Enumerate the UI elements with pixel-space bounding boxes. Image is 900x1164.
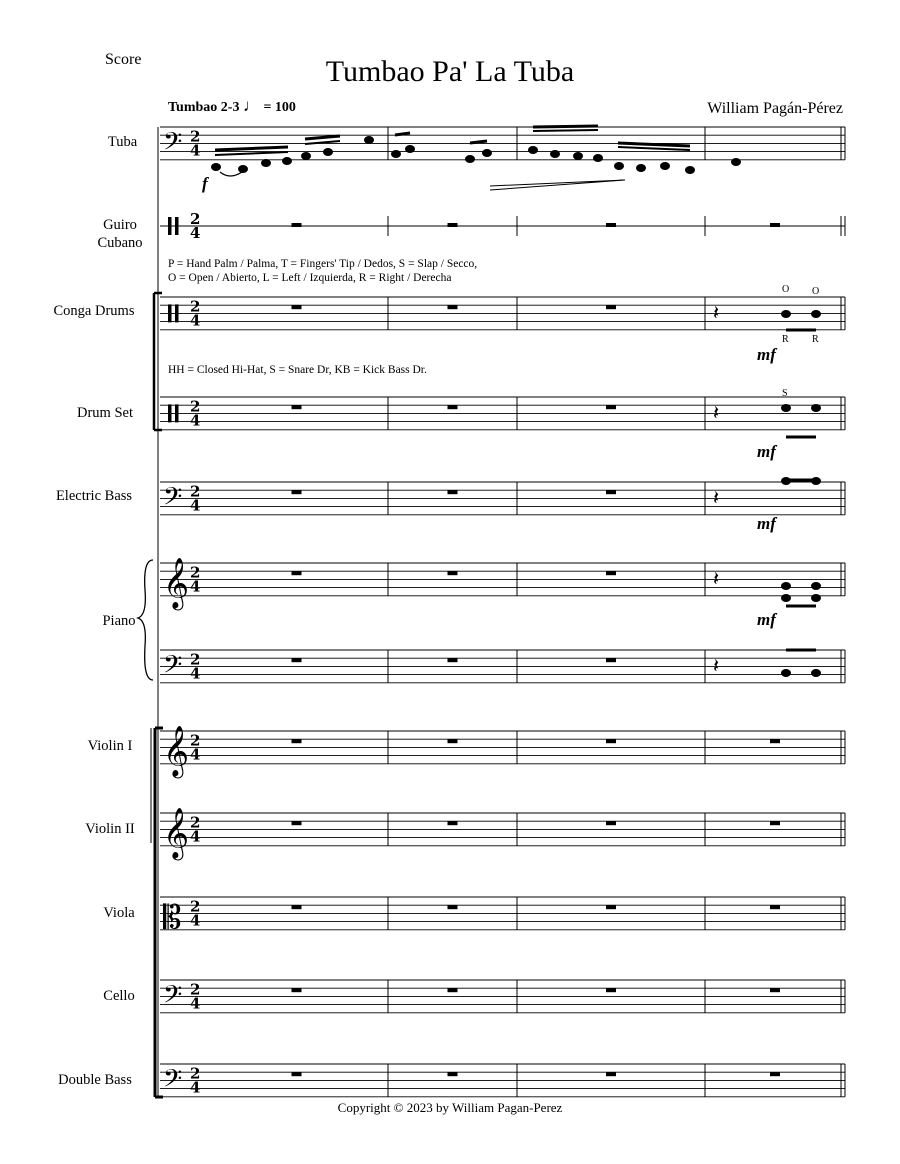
viola-alto-clef-icon: 𝄡 <box>163 897 182 937</box>
instrument-label-double-bass: Double Bass <box>58 1072 132 1088</box>
measure5-notes <box>782 311 821 677</box>
cello-bass-clef-icon: 𝄢 <box>163 980 183 1016</box>
drumset-legend: HH = Closed Hi-Hat, S = Snare Dr, KB = Kick Bass Dr. <box>168 364 427 376</box>
piano-bass-whole-rest-icon <box>448 658 458 662</box>
cello-whole-rest-icon <box>292 988 302 992</box>
drumset-snare-marking: S <box>782 388 788 399</box>
instrument-label-cello: Cello <box>103 988 135 1004</box>
conga-percussion-clef-icon <box>168 304 172 322</box>
conga-dynamic-marking: mf <box>757 345 776 364</box>
conga-whole-rest-icon <box>606 305 616 309</box>
piano-treble-treble-clef-icon: 𝄞 <box>163 557 190 609</box>
conga-quarter-rest-icon: 𝄽 <box>713 300 720 325</box>
conga-right-marking: R <box>782 334 789 345</box>
viola-whole-rest-icon <box>448 905 458 909</box>
ebass-quarter-rest-icon: 𝄽 <box>713 485 720 510</box>
piano-bass-time-sig-bottom: 4 <box>190 664 201 683</box>
tuba-bass-clef-icon: 𝄢 <box>163 127 183 163</box>
viola-time-sig-top: 2 <box>190 897 201 916</box>
guiro-percussion-clef-icon <box>175 217 179 235</box>
dbass-whole-rest-icon <box>292 1072 302 1076</box>
ebass-dynamic-marking: mf <box>757 514 776 533</box>
cello-time-sig-top: 2 <box>190 980 201 999</box>
violin2-time-sig-bottom: 4 <box>190 827 201 846</box>
conga-time-sig-bottom: 4 <box>190 311 201 330</box>
instrument-label-conga: Conga Drums <box>53 303 135 319</box>
violin2-whole-rest-icon <box>448 821 458 825</box>
dbass-time-sig-bottom: 4 <box>190 1078 201 1097</box>
viola-whole-rest-icon <box>770 905 780 909</box>
conga-legend-line2: O = Open / Abierto, L = Left / Izquierda, R = Right / Derecha <box>168 272 452 284</box>
guiro-whole-rest-icon <box>606 223 616 227</box>
piano-brace <box>138 560 153 680</box>
ebass-whole-rest-icon <box>292 490 302 494</box>
ebass-time-sig-bottom: 4 <box>190 496 201 515</box>
piano-bass-quarter-rest-icon: 𝄽 <box>713 653 720 678</box>
conga-open-marking: O <box>812 286 820 297</box>
score-label: Score <box>105 51 142 68</box>
violin1-whole-rest-icon <box>292 739 302 743</box>
piano-bass-whole-rest-icon <box>292 658 302 662</box>
cello-whole-rest-icon <box>448 988 458 992</box>
staves <box>138 127 845 1099</box>
tuba-dynamic-marking: f <box>202 174 208 193</box>
conga-open-marking: O <box>782 284 790 295</box>
piano-dynamic-marking: mf <box>757 610 776 629</box>
piano-treble-quarter-rest-icon: 𝄽 <box>713 566 720 591</box>
dbass-whole-rest-icon <box>770 1072 780 1076</box>
guiro-whole-rest-icon <box>770 223 780 227</box>
page-title: Tumbao Pa' La Tuba <box>325 55 575 88</box>
dbass-time-sig-top: 2 <box>190 1064 201 1083</box>
instrument-label-piano: Piano <box>102 613 136 629</box>
drumset-whole-rest-icon <box>448 405 458 409</box>
violin2-whole-rest-icon <box>770 821 780 825</box>
tempo-value: = 100 <box>263 100 296 115</box>
drumset-quarter-rest-icon: 𝄽 <box>713 400 720 425</box>
piano-treble-time-sig-bottom: 4 <box>190 577 201 596</box>
piano-bass-bass-clef-icon: 𝄢 <box>163 650 183 686</box>
cello-whole-rest-icon <box>770 988 780 992</box>
viola-time-sig-bottom: 4 <box>190 911 201 930</box>
drumset-whole-rest-icon <box>292 405 302 409</box>
drumset-dynamic-marking: mf <box>757 442 776 461</box>
violin1-time-sig-top: 2 <box>190 731 201 750</box>
instrument-label-electric-bass: Electric Bass <box>55 488 133 504</box>
ebass-whole-rest-icon <box>448 490 458 494</box>
composer-credit: William Pagán-Pérez <box>707 100 843 117</box>
violin1-time-sig-bottom: 4 <box>190 745 201 764</box>
guiro-whole-rest-icon <box>292 223 302 227</box>
tuba-time-sig-top: 2 <box>190 127 201 146</box>
ebass-time-sig-top: 2 <box>190 482 201 501</box>
cello-whole-rest-icon <box>606 988 616 992</box>
drumset-time-sig-bottom: 4 <box>190 411 201 430</box>
guiro-label-line1: Guiro <box>103 217 137 233</box>
violin1-treble-clef-icon: 𝄞 <box>163 725 190 777</box>
quarter-note-icon: ♩ <box>242 96 260 115</box>
violin2-whole-rest-icon <box>292 821 302 825</box>
dbass-bass-clef-icon: 𝄢 <box>163 1064 183 1100</box>
notation-details <box>212 126 821 677</box>
piano-treble-whole-rest-icon <box>606 571 616 575</box>
violin2-whole-rest-icon <box>606 821 616 825</box>
conga-time-sig-top: 2 <box>190 297 201 316</box>
drumset-whole-rest-icon <box>606 405 616 409</box>
instrument-label-viola: Viola <box>103 905 135 921</box>
conga-whole-rest-icon <box>292 305 302 309</box>
piano-treble-whole-rest-icon <box>292 571 302 575</box>
violin2-treble-clef-icon: 𝄞 <box>163 807 190 859</box>
ebass-whole-rest-icon <box>606 490 616 494</box>
violin2-time-sig-top: 2 <box>190 813 201 832</box>
strings-bracket <box>155 728 163 1097</box>
piano-treble-time-sig-top: 2 <box>190 563 201 582</box>
guiro-time-sig-top: 2 <box>190 210 201 228</box>
conga-legend-line1: P = Hand Palm / Palma, T = Fingers' Tip / Dedos, S = Slap / Secco, <box>168 258 478 270</box>
guiro-whole-rest-icon <box>448 223 458 227</box>
guiro-percussion-clef-icon <box>168 217 172 235</box>
piano-bass-whole-rest-icon <box>606 658 616 662</box>
violin1-whole-rest-icon <box>606 739 616 743</box>
tempo-text: Tumbao 2-3 <box>168 100 240 115</box>
piano-treble-whole-rest-icon <box>448 571 458 575</box>
viola-whole-rest-icon <box>606 905 616 909</box>
conga-whole-rest-icon <box>448 305 458 309</box>
dbass-whole-rest-icon <box>448 1072 458 1076</box>
piano-bass-time-sig-top: 2 <box>190 650 201 669</box>
copyright-notice: Copyright © 2023 by William Pagan-Perez <box>337 1100 563 1115</box>
cello-time-sig-bottom: 4 <box>190 994 201 1013</box>
guiro-label-line2: Cubano <box>97 235 143 251</box>
violin1-whole-rest-icon <box>770 739 780 743</box>
ebass-bass-clef-icon: 𝄢 <box>163 482 183 518</box>
drumset-percussion-clef-icon <box>175 404 179 422</box>
drumset-time-sig-top: 2 <box>190 397 201 416</box>
conga-percussion-clef-icon <box>175 304 179 322</box>
instrument-label-drumset: Drum Set <box>77 405 133 421</box>
tuba-time-sig-bottom: 4 <box>190 141 201 160</box>
conga-right-marking: R <box>812 334 819 345</box>
viola-whole-rest-icon <box>292 905 302 909</box>
instrument-label-violin2: Violin II <box>85 821 135 837</box>
dbass-whole-rest-icon <box>606 1072 616 1076</box>
instrument-label-violin1: Violin I <box>87 738 133 754</box>
instrument-label-tuba: Tuba <box>107 134 138 150</box>
guiro-time-sig-bottom: 4 <box>190 224 201 242</box>
drumset-percussion-clef-icon <box>168 404 172 422</box>
violin1-whole-rest-icon <box>448 739 458 743</box>
